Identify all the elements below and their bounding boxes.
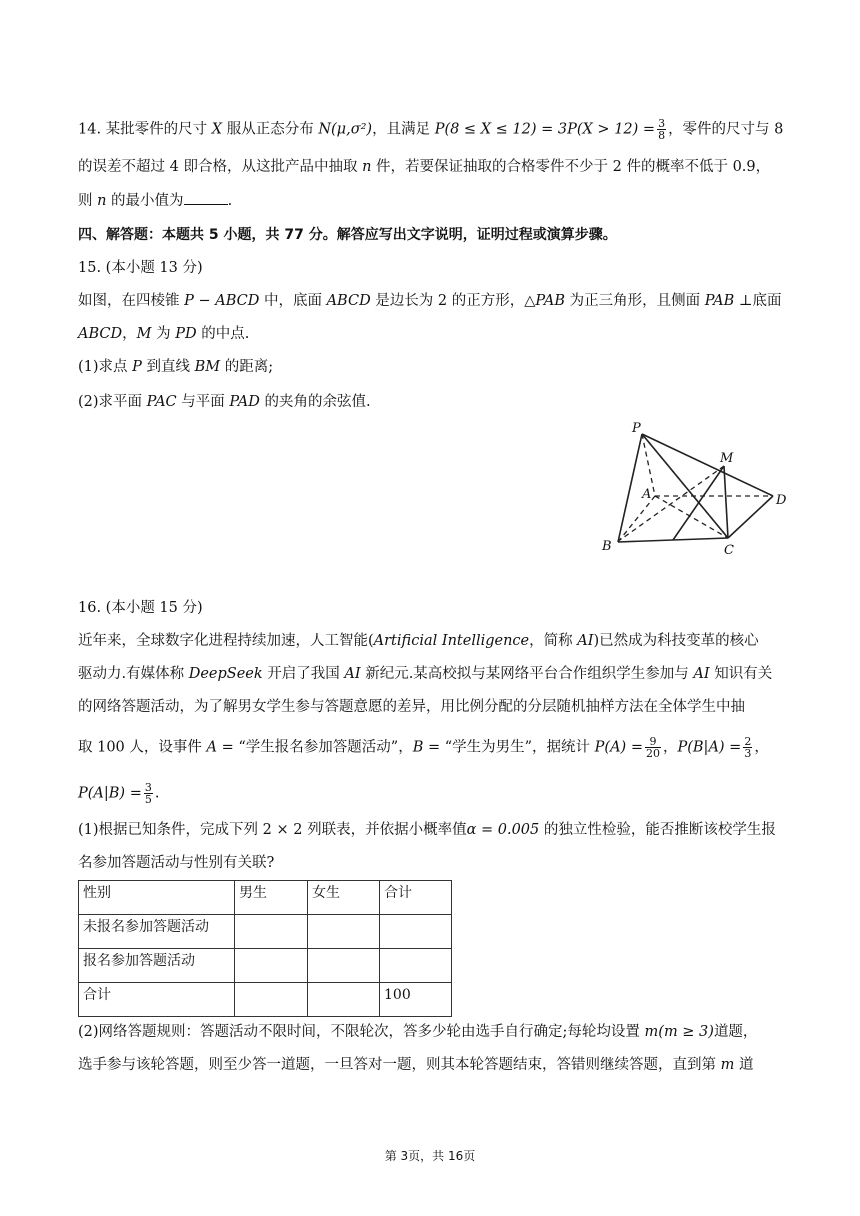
table-cell [235,915,308,949]
q16-sub-1-line-2: 名参加答题活动与性别有关联? [78,855,275,871]
segment-MC [724,466,728,538]
table-cell [380,949,452,983]
table-header-cell: 合计 [380,881,452,915]
edge-PD [642,434,773,496]
contingency-table [78,880,452,1017]
table-cell: 合计 [79,983,235,1017]
edge-PB [618,434,642,542]
q16-line-4: 取 100 人，设事件 A = “学生报名参加答题活动”，B = “学生为男生”，据统计 P(A) = $\frac{9}{20}$ ，P(B|A) = $\frac{2}{3}$ ， [78,735,769,760]
q16-line-1: 近年来，全球数字化进程持续加速，人工智能(Artificial Intelligence，简称 AI)已然成为科技变革的核心 [78,633,759,649]
table-header-row [79,881,452,915]
table-header-cell: 男生 [235,881,308,915]
table-cell [308,983,380,1017]
q15-header: 15. (本小题 13 分) [78,260,203,276]
fraction: $\frac{2}{3}$ [744,735,752,760]
table-row [79,983,452,1017]
table-cell: 100 [380,983,452,1017]
table-cell [308,915,380,949]
table-cell: 报名参加答题活动 [79,949,235,983]
table-header-cell: 女生 [308,881,380,915]
segment-MB-hidden [620,466,724,540]
q16-header: 16. (本小题 15 分) [78,600,203,616]
diagonal-AC [655,496,728,538]
segment-MB [673,466,724,540]
label-D: D [776,493,787,508]
answer-blank [184,190,228,205]
label-B: B [602,539,612,554]
table-cell [380,915,452,949]
label-A: A [642,487,652,502]
table-header-cell: 性别 [79,881,235,915]
pyramid-figure [590,418,800,558]
table-cell [308,949,380,983]
section-heading: 四、解答题：本题共 5 小题，共 77 分。解答应写出文字说明，证明过程或演算步骤。 [78,227,617,243]
table-row [79,949,452,983]
page-footer: 第 3页，共 16页 [384,1149,476,1163]
fraction: $\frac{3}{5}$ [144,781,152,806]
q14-line-2: 的误差不超过 4 即合格，从这批产品中抽取 n 件，若要保证抽取的合格零件不少于 2 件的概率不低于 0.9， [78,159,771,175]
q15-sub-2: (2)求平面 PAC 与平面 PAD 的夹角的余弦值. [78,394,371,410]
q16-sub-1-line-1: (1)根据已知条件，完成下列 2 × 2 列联表，并依据小概率值α = 0.005 的独立性检验，能否推断该校学生报 [78,822,776,838]
edge-CD [728,496,773,538]
table-cell [235,949,308,983]
table-row [79,915,452,949]
table-cell [235,983,308,1017]
label-C: C [724,543,734,558]
q16-line-3: 的网络答题活动，为了解男女学生参与答题意愿的差异，用比例分配的分层随机抽样方法在全体学生中抽 [78,699,745,715]
table-cell: 未报名参加答题活动 [79,915,235,949]
q15-sub-1: (1)求点 P 到直线 BM 的距离; [78,359,274,375]
q16-line-5: P(A|B) = $\frac{3}{5}$ . [78,781,160,806]
fraction: $\frac{3}{8}$ [658,117,666,142]
fraction: $\frac{9}{20}$ [645,735,660,760]
q14-line-3: 则 n 的最小值为 . [78,190,232,211]
q16-sub-2-line-2: 选手参与该轮答题，则至少答一道题，一旦答对一题，则其本轮答题结束，答错则继续答题，直到第 m 道 [78,1057,754,1073]
q15-line-1: 如图，在四棱锥 P − ABCD 中，底面 ABCD 是边长为 2 的正方形，△PAB 为正三角形，且侧面 PAB ⊥底面 [78,293,782,309]
label-M: M [720,451,734,466]
q16-sub-2-line-1: (2)网络答题规则：答题活动不限时间，不限轮次，答多少轮由选手自行确定;每轮均设置 m(m ≥ 3)道题， [78,1024,758,1040]
q14-line-1: 14. 某批零件的尺寸 X 服从正态分布 N(μ,σ²)，且满足 P(8 ≤ X ≤ 12) = 3P(X > 12) = $\frac{3}{8}$ ，零件的尺寸与 8 [78,117,784,142]
q15-line-2: ABCD，M 为 PD 的中点. [78,326,250,342]
q16-line-2: 驱动力.有媒体称 DeepSeek 开启了我国 AI 新纪元.某高校拟与某网络平台合作组织学生参加与 AI 知识有关 [78,666,773,682]
label-P: P [632,421,641,436]
